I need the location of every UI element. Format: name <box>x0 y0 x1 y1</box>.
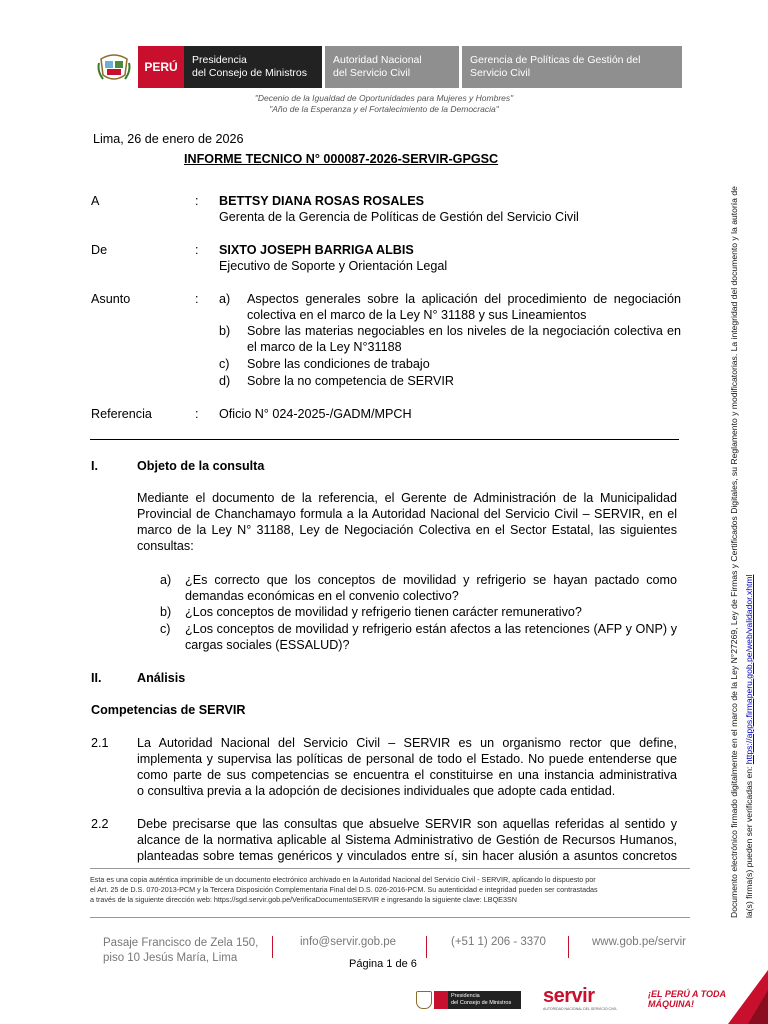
validator-link[interactable]: https://apps.firmaperu.gob.pe/web/validador.xhtml <box>744 574 754 765</box>
servir-line2: del Servicio Civil <box>333 67 411 79</box>
motto-line2: "Año de la Esperanza y el Fortalecimiento de la Democracia" <box>269 104 499 114</box>
presidency-line1: Presidencia <box>192 54 247 66</box>
corner-decoration-icon <box>718 970 768 1024</box>
question-b-line1: ¿Los conceptos de movilidad y refrigerio tienen carácter remunerativo? <box>185 605 582 619</box>
motto-line1: "Decenio de la Igualdad de Oportunidades para Mujeres y Hombres" <box>254 93 514 103</box>
from-label: De <box>91 243 108 257</box>
subject-d-letter: d) <box>219 374 231 388</box>
footer-address <box>103 936 258 966</box>
servir-logo: servir <box>543 985 595 1007</box>
report-title: INFORME TECNICO N° 000087-2026-SERVIR-GPGSC <box>184 152 499 166</box>
question-a-line1: ¿Es correcto que los conceptos de movilidad y refrigerio se hayan pactado como <box>185 573 677 587</box>
reference-value: Oficio N° 024-2025-/GADM/MPCH <box>219 407 412 421</box>
question-c-line1: ¿Los conceptos de movilidad y refrigerio están afectos a las retenciones (AFP y ONP) y <box>185 622 677 636</box>
question-c-line2: cargas sociales (ESSALUD)? <box>185 638 350 652</box>
peru-flag-icon <box>434 991 448 1009</box>
reference-colon: : <box>195 407 199 421</box>
document-date: Lima, 26 de enero de 2026 <box>93 132 244 146</box>
subject-a-line1: Aspectos generales sobre la aplicación del procedimiento de negociación <box>247 292 681 306</box>
servir-logo-sub: AUTORIDAD NACIONAL DEL SERVICIO CIVIL <box>543 1007 618 1011</box>
pcm-logo <box>416 990 521 1010</box>
presidency-line2: del Consejo de Ministros <box>192 67 307 79</box>
reference-label: Referencia <box>91 407 152 421</box>
para22-line2: alcance de la normativa aplicable al Sistema Administrativo de Gestión de Recursos Humanos, <box>137 833 677 847</box>
subject-c-line1: Sobre las condiciones de trabajo <box>247 357 430 371</box>
section2-title: Análisis <box>137 671 186 685</box>
header-banner <box>90 46 682 88</box>
from-colon: : <box>195 243 199 257</box>
section1-para-line4: consultas: <box>137 539 194 553</box>
para21-number: 2.1 <box>91 736 109 750</box>
section1-para-line1: Mediante el documento de la referencia, el Gerente de Administración de la Municipalidad <box>137 491 677 505</box>
signature-note-line1: Documento electrónico firmado digitalmente en el marco de la Ley N°27269, Ley de Firmas y Certificados Digitales, su Reglamento y modificatorias. La integridad del documento y la autoría de <box>729 186 739 918</box>
subject-colon: : <box>195 292 199 306</box>
para21-line4: o consultiva previa a la adopción de decisiones individuales que adopte cada entidad. <box>137 784 616 798</box>
question-a-line2: demandas económicas en el convenio colectivo? <box>185 589 459 603</box>
gerencia-line1: Gerencia de Políticas de Gestión del <box>470 54 641 66</box>
section1-para-line2: Provincial de Chanchamayo formula a la Autoridad Nacional del Servicio Civil – SERVIR, en el <box>137 507 677 521</box>
coat-of-arms-icon <box>90 46 138 88</box>
slogan-logo <box>648 989 726 1009</box>
subject-label: Asunto <box>91 292 131 306</box>
subject-a-letter: a) <box>219 292 231 306</box>
to-name: BETTSY DIANA ROSAS ROSALES <box>219 194 425 208</box>
footer-separator <box>568 936 569 958</box>
address-line2: piso 10 Jesús María, Lima <box>103 952 238 964</box>
para22-number: 2.2 <box>91 817 109 831</box>
from-role: Ejecutivo de Soporte y Orientación Legal <box>219 259 448 273</box>
authenticity-line1: Esta es una copia auténtica imprimible de un documento electrónico archivado en la Autoridad Nacional del Servicio Civil - SERVIR, aplicando lo dispuesto por <box>90 875 596 884</box>
signature-note-line2 <box>744 575 755 918</box>
address-line1: Pasaje Francisco de Zela 150, <box>103 937 259 949</box>
subject-b-letter: b) <box>219 324 231 338</box>
to-colon: : <box>195 194 199 208</box>
authenticity-note <box>90 868 690 918</box>
subject-a-line2: colectiva en el marco de la Ley N° 31188 y sus Lineamientos <box>247 308 587 322</box>
gerencia-line2: Servicio Civil <box>470 67 531 79</box>
section2-number: II. <box>91 671 102 685</box>
footer-email[interactable]: info@servir.gob.pe <box>300 936 397 948</box>
slogan-line1: ¡EL PERÚ A TODA <box>648 989 727 999</box>
pcm-logo-line2: del Consejo de Ministros <box>451 1000 512 1006</box>
slogan-line2: MÁQUINA! <box>648 999 694 1009</box>
header-divider <box>90 439 679 440</box>
to-label: A <box>91 194 100 208</box>
authenticity-line2: el Art. 25 de D.S. 070-2013-PCM y la Tercera Disposición Complementaria Final del D.S. 026-2016-PCM. Su autenticidad e integridad pueden ser contrastadas <box>90 885 598 894</box>
footer-web[interactable]: www.gob.pe/servir <box>592 936 686 948</box>
section1-title: Objeto de la consulta <box>137 459 265 473</box>
pcm-logo-line1: Presidencia <box>451 993 480 999</box>
para22-line3: planteadas sobre temas genéricos y vinculados entre sí, sin hacer alusión a asuntos concretos <box>137 849 677 863</box>
para21-line3: como parte de sus competencias se encuentra el constituirse en una instancia administrativa <box>137 768 677 782</box>
subject-b-line1: Sobre las materias negociables en los niveles de la negociación colectiva en <box>247 324 681 338</box>
para21-line1: La Autoridad Nacional del Servicio Civil – SERVIR es un organismo rector que define, <box>137 736 677 750</box>
section2-subtitle: Competencias de SERVIR <box>91 703 246 717</box>
section1-para-line3: marco de la Ley N° 31188, Ley de Negociación Colectiva en el Sector Estatal, las siguientes <box>137 523 677 537</box>
footer-phone: (+51 1) 206 - 3370 <box>451 936 546 948</box>
page-number: Página 1 de 6 <box>349 958 417 970</box>
presidency-box <box>184 46 322 88</box>
subject-b-line2: el marco de la Ley N°31188 <box>247 340 402 354</box>
section1-number: I. <box>91 459 98 473</box>
question-c-letter: c) <box>160 622 171 636</box>
para22-line1: Debe precisarse que las consultas que absuelve SERVIR son aquellas referidas al sentido y <box>137 817 677 831</box>
servir-line1: Autoridad Nacional <box>333 54 422 66</box>
authenticity-line3: a través de la siguiente dirección web: https://sgd.servir.gob.pe/VerificaDocumentoSERVIR e ingresando la siguiente clave: LBQE3SN <box>90 895 517 904</box>
pcm-logo-text <box>448 991 521 1009</box>
gerencia-box <box>462 46 682 88</box>
question-b-letter: b) <box>160 605 172 619</box>
servir-box <box>325 46 459 88</box>
to-role: Gerenta de la Gerencia de Políticas de Gestión del Servicio Civil <box>219 210 579 224</box>
subject-d-line1: Sobre la no competencia de SERVIR <box>247 374 454 388</box>
footer-separator <box>426 936 427 958</box>
peru-label: PERÚ <box>138 46 184 88</box>
subject-c-letter: c) <box>219 357 230 371</box>
question-a-letter: a) <box>160 573 172 587</box>
signature-note-prefix: la(s) firma(s) pueden ser verificadas en: <box>744 764 754 918</box>
footer-separator <box>272 936 273 958</box>
para21-line2: implementa y supervisa las políticas de personal de todo el Estado. No puede entenderse que <box>137 752 677 766</box>
from-name: SIXTO JOSEPH BARRIGA ALBIS <box>219 243 414 257</box>
coat-of-arms-icon <box>416 991 432 1009</box>
